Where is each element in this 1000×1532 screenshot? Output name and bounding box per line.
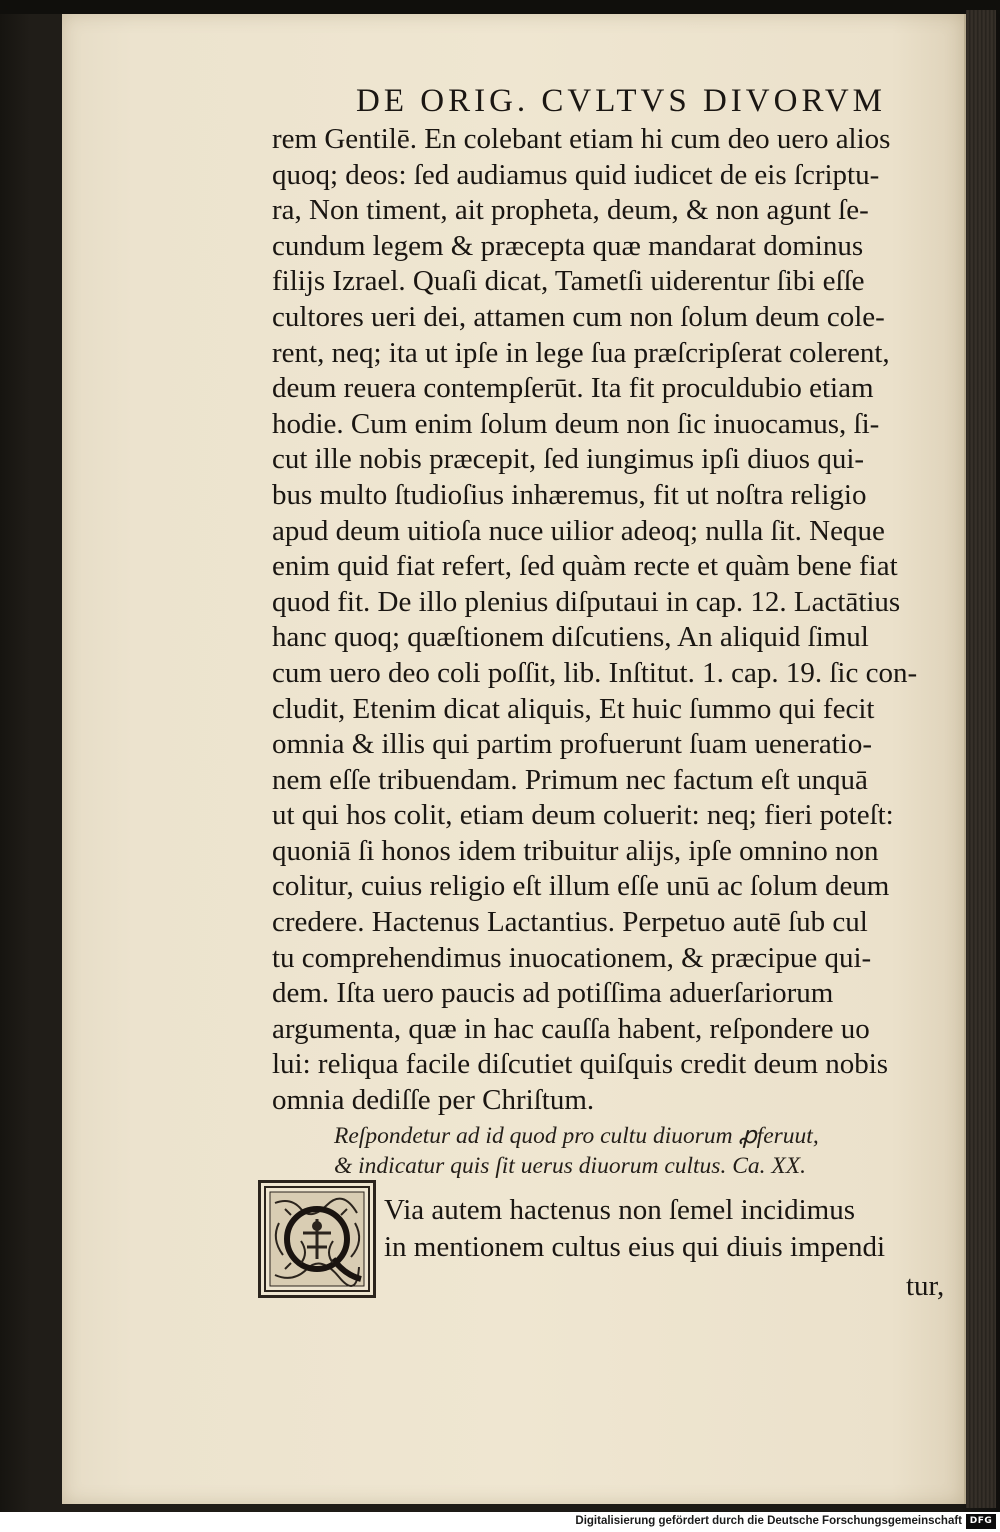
chapter-text-line: Via autem hactenus non ſemel incidimus	[384, 1194, 855, 1226]
text-line: colitur, cuius religio eſt illum eſſe unū ac ſolum deum	[272, 870, 890, 903]
text-line: dem. Iſta uero paucis ad potiſſima aduerſariorum	[272, 977, 834, 1010]
ornament-icon	[261, 1183, 373, 1295]
text-line: omnia & illis qui partim profuerunt ſuam ueneratio-	[272, 728, 872, 761]
text-line: filijs Izrael. Quaſi dicat, Tametſi uiderentur ſibi eſſe	[272, 265, 865, 298]
decorated-initial-q	[258, 1180, 376, 1298]
text-line: deum reuera contempſerūt. Ita fit proculdubio etiam	[272, 372, 874, 405]
catchword: tur,	[906, 1270, 945, 1302]
heading-line: Reſpondetur ad id quod pro cultu diuorum ꝓferuut,	[334, 1123, 819, 1149]
text-line: tu comprehendimus inuocationem, & præcipue qui-	[272, 941, 872, 974]
text-line: omnia dediſſe per Chriſtum.	[272, 1084, 595, 1117]
chapter-opening-text	[384, 1192, 964, 1266]
scan-top-edge	[0, 0, 1000, 14]
text-line: cundum legem & præcepta quæ mandarat dominus	[272, 229, 864, 262]
heading-line: & indicatur quis ſit uerus diuorum cultus. Ca. XX.	[334, 1153, 806, 1179]
text-line: hanc quoq; quæſtionem diſcutiens, An aliquid ſimul	[272, 621, 869, 654]
text-line: credere. Hactenus Lactantius. Perpetuo autē ſub cul	[272, 906, 868, 939]
text-line: lui: reliqua facile diſcutiet quiſquis credit deum nobis	[272, 1048, 889, 1081]
chapter-text-line: in mentionem cultus eius qui diuis impendi	[384, 1231, 886, 1263]
chapter-heading	[334, 1121, 934, 1181]
text-line: cultores ueri dei, attamen cum non ſolum deum cole-	[272, 300, 885, 333]
text-line: bus multo ſtudioſius inhæremus, fit ut noſtra religio	[272, 478, 867, 511]
text-line: argumenta, quæ in hac cauſſa habent, reſpondere uo	[272, 1012, 870, 1045]
text-line: ut qui hos colit, etiam deum coluerit: neq; fieri poteſt:	[272, 799, 894, 832]
text-line: nem eſſe tribuendam. Primum nec factum eſt unquā	[272, 763, 868, 796]
body-text	[272, 122, 972, 1119]
text-line: cludit, Etenim dicat aliquis, Et huic ſummo qui fecit	[272, 692, 875, 725]
footer-credit: Digitalisierung gefördert durch die Deutsche Forschungsgemeinschaft	[575, 1515, 962, 1527]
text-line: quoq; deos: ſed audiamus quid iudicet de eis ſcriptu-	[272, 158, 880, 191]
dfg-logo: DFG	[966, 1514, 996, 1529]
text-line: quoniā ſi honos idem tribuitur alijs, ipſe omnino non	[272, 834, 879, 867]
text-line: ra, Non timent, ait propheta, deum, & non agunt ſe-	[272, 194, 869, 227]
text-line: rem Gentilē. En colebant etiam hi cum deo uero alios	[272, 123, 891, 155]
text-line: enim quid fiat refert, ſed quàm recte et quàm bene fiat	[272, 550, 898, 583]
text-line: cut ille nobis præcepit, ſed iungimus ipſi diuos qui-	[272, 443, 865, 476]
text-line: quod fit. De illo plenius diſputaui in cap. 12. Lactātius	[272, 585, 901, 618]
text-line: apud deum uitioſa nuce uilior adeoq; nulla ſit. Neque	[272, 514, 885, 547]
running-head: DE ORIG. CVLTVS DIVORVM	[356, 83, 886, 119]
text-line: rent, neq; ita ut ipſe in lege ſua præſcripſerat colerent,	[272, 336, 890, 369]
text-line: hodie. Cum enim ſolum deum non ſic inuocamus, ſi-	[272, 407, 880, 440]
text-line: cum uero deo coli poſſit, lib. Inſtitut. 1. cap. 19. ſic con-	[272, 656, 918, 689]
